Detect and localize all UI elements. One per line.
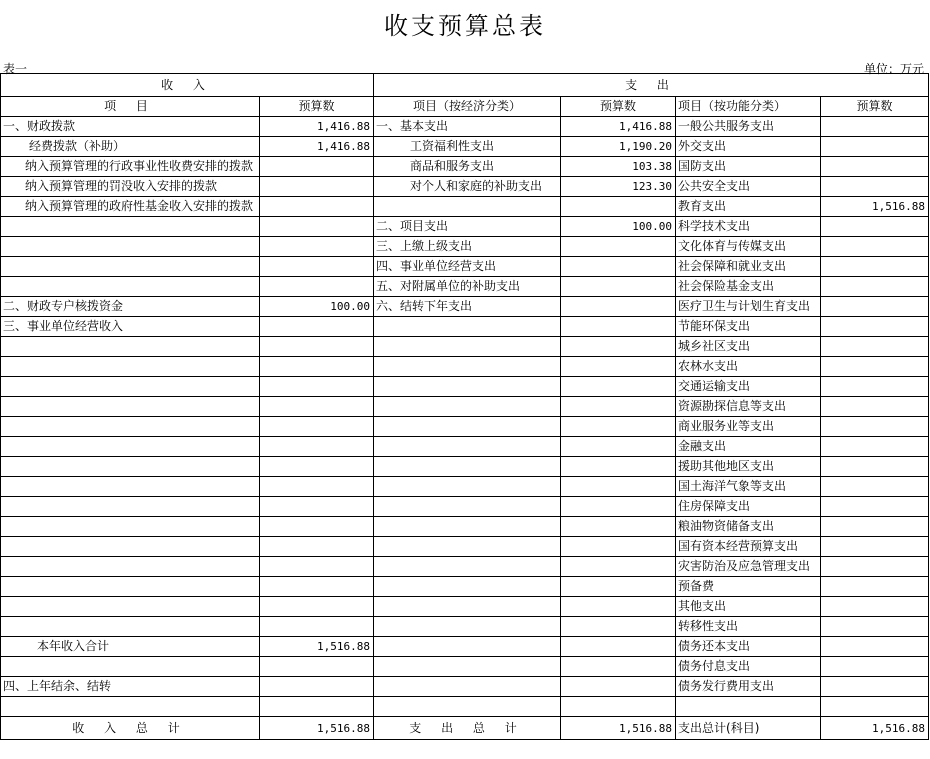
col-header-budget3: 预算数 (821, 97, 929, 117)
budget-table (0, 73, 929, 740)
income-item: 二、财政专户核拨资金 (1, 297, 260, 317)
income-total-label: 收 入 总 计 (1, 717, 260, 740)
table-row (1, 257, 929, 277)
income-header: 收 入 (1, 74, 374, 97)
income-value (260, 677, 374, 697)
table-row (1, 517, 929, 537)
func-value (821, 117, 929, 137)
econ-item (374, 377, 561, 397)
income-value (260, 237, 374, 257)
income-item: 一、财政拨款 (1, 117, 260, 137)
table-row (1, 337, 929, 357)
econ-value (561, 357, 676, 377)
econ-value (561, 477, 676, 497)
table-row (1, 357, 929, 377)
income-value (260, 577, 374, 597)
table-row (1, 697, 929, 717)
func-item: 节能环保支出 (676, 317, 821, 337)
func-value (821, 297, 929, 317)
income-item: 四、上年结余、结转 (1, 677, 260, 697)
econ-value (561, 597, 676, 617)
func-item: 一般公共服务支出 (676, 117, 821, 137)
income-item (1, 697, 260, 717)
econ-value (561, 537, 676, 557)
econ-item (374, 677, 561, 697)
income-item (1, 477, 260, 497)
econ-item: 商品和服务支出 (374, 157, 561, 177)
unit-label: 单位：万元 (863, 62, 924, 76)
econ-value (561, 637, 676, 657)
table-row (1, 557, 929, 577)
func-item: 农林水支出 (676, 357, 821, 377)
table-row (1, 677, 929, 697)
func-item (676, 697, 821, 717)
func-item: 债务发行费用支出 (676, 677, 821, 697)
func-value (821, 637, 929, 657)
income-total-value: 1,516.88 (260, 717, 374, 740)
income-item: 经费拨款（补助） (1, 137, 260, 157)
econ-item (374, 697, 561, 717)
income-item (1, 217, 260, 237)
col-header-budget2: 预算数 (561, 97, 676, 117)
func-item: 商业服务业等支出 (676, 417, 821, 437)
func-value (821, 217, 929, 237)
income-value (260, 157, 374, 177)
econ-item (374, 537, 561, 557)
econ-value (561, 517, 676, 537)
income-item (1, 557, 260, 577)
func-value (821, 277, 929, 297)
table-row (1, 597, 929, 617)
income-item (1, 517, 260, 537)
func-total-value: 1,516.88 (821, 717, 929, 740)
table-row (1, 377, 929, 397)
expense-total-label: 支 出 总 计 (374, 717, 561, 740)
func-value (821, 677, 929, 697)
income-value (260, 197, 374, 217)
income-value (260, 617, 374, 637)
func-value (821, 237, 929, 257)
econ-item (374, 317, 561, 337)
econ-value (561, 257, 676, 277)
table-row (1, 437, 929, 457)
econ-item (374, 197, 561, 217)
col-header-func: 项目（按功能分类） (676, 97, 821, 117)
table-row (1, 397, 929, 417)
func-item: 城乡社区支出 (676, 337, 821, 357)
income-item (1, 457, 260, 477)
econ-item (374, 477, 561, 497)
income-value (260, 357, 374, 377)
income-value (260, 557, 374, 577)
func-item: 预备费 (676, 577, 821, 597)
econ-item: 工资福利性支出 (374, 137, 561, 157)
income-value: 1,416.88 (260, 117, 374, 137)
econ-value (561, 577, 676, 597)
table-row (1, 617, 929, 637)
income-item (1, 337, 260, 357)
table-row (1, 497, 929, 517)
econ-value (561, 457, 676, 477)
income-value (260, 217, 374, 237)
func-value (821, 697, 929, 717)
func-item: 文化体育与传媒支出 (676, 237, 821, 257)
econ-value: 1,190.20 (561, 137, 676, 157)
income-item (1, 277, 260, 297)
income-value (260, 337, 374, 357)
econ-item (374, 637, 561, 657)
income-item (1, 377, 260, 397)
econ-value (561, 397, 676, 417)
func-item: 灾害防治及应急管理支出 (676, 557, 821, 577)
econ-item: 对个人和家庭的补助支出 (374, 177, 561, 197)
income-item (1, 237, 260, 257)
income-item (1, 497, 260, 517)
income-item (1, 617, 260, 637)
func-value: 1,516.88 (821, 197, 929, 217)
income-value (260, 517, 374, 537)
func-value (821, 477, 929, 497)
econ-value (561, 317, 676, 337)
table-row (1, 537, 929, 557)
econ-value (561, 497, 676, 517)
table-row (1, 417, 929, 437)
income-item (1, 577, 260, 597)
func-value (821, 577, 929, 597)
func-item: 国有资本经营预算支出 (676, 537, 821, 557)
page-title: 收支预算总表 (384, 12, 546, 40)
table-row (1, 577, 929, 597)
econ-value (561, 557, 676, 577)
income-value: 1,516.88 (260, 637, 374, 657)
econ-value (561, 197, 676, 217)
income-value (260, 257, 374, 277)
func-value (821, 557, 929, 577)
econ-item: 一、基本支出 (374, 117, 561, 137)
func-value (821, 537, 929, 557)
func-value (821, 377, 929, 397)
table-row (1, 637, 929, 657)
econ-value (561, 617, 676, 637)
income-value (260, 177, 374, 197)
expense-header: 支 出 (374, 74, 929, 97)
func-item: 金融支出 (676, 437, 821, 457)
table-row (1, 317, 929, 337)
econ-value (561, 297, 676, 317)
table-row (1, 657, 929, 677)
table-row (1, 157, 929, 177)
totals-row (1, 717, 929, 740)
func-item: 住房保障支出 (676, 497, 821, 517)
income-item (1, 357, 260, 377)
table-row (1, 217, 929, 237)
func-item: 国土海洋气象等支出 (676, 477, 821, 497)
econ-item: 四、事业单位经营支出 (374, 257, 561, 277)
income-value (260, 537, 374, 557)
econ-item (374, 577, 561, 597)
econ-value: 103.38 (561, 157, 676, 177)
func-value (821, 337, 929, 357)
func-item: 债务还本支出 (676, 637, 821, 657)
income-value (260, 477, 374, 497)
table-row (1, 277, 929, 297)
func-value (821, 177, 929, 197)
econ-value (561, 657, 676, 677)
income-value (260, 697, 374, 717)
econ-value: 1,416.88 (561, 117, 676, 137)
table-row (1, 117, 929, 137)
econ-value (561, 337, 676, 357)
econ-item (374, 657, 561, 677)
econ-value (561, 437, 676, 457)
func-value (821, 357, 929, 377)
func-item: 资源勘探信息等支出 (676, 397, 821, 417)
econ-item (374, 557, 561, 577)
table-row (1, 197, 929, 217)
table-row (1, 137, 929, 157)
income-item (1, 397, 260, 417)
func-value (821, 497, 929, 517)
econ-item: 五、对附属单位的补助支出 (374, 277, 561, 297)
econ-item (374, 397, 561, 417)
econ-value (561, 377, 676, 397)
income-item (1, 597, 260, 617)
econ-value (561, 677, 676, 697)
income-item: 纳入预算管理的罚没收入安排的拨款 (1, 177, 260, 197)
func-value (821, 157, 929, 177)
income-item (1, 437, 260, 457)
income-item: 本年收入合计 (1, 637, 260, 657)
econ-item (374, 337, 561, 357)
income-value (260, 597, 374, 617)
econ-value (561, 277, 676, 297)
func-value (821, 597, 929, 617)
table-row (1, 477, 929, 497)
econ-item (374, 457, 561, 477)
econ-value (561, 237, 676, 257)
expense-total-value: 1,516.88 (561, 717, 676, 740)
econ-item (374, 597, 561, 617)
econ-value (561, 417, 676, 437)
func-value (821, 517, 929, 537)
func-item: 社会保险基金支出 (676, 277, 821, 297)
func-value (821, 257, 929, 277)
income-value (260, 437, 374, 457)
func-item: 粮油物资储备支出 (676, 517, 821, 537)
econ-item: 二、项目支出 (374, 217, 561, 237)
func-item: 医疗卫生与计划生育支出 (676, 297, 821, 317)
income-item (1, 257, 260, 277)
income-value (260, 277, 374, 297)
table-row (1, 457, 929, 477)
func-value (821, 657, 929, 677)
func-value (821, 417, 929, 437)
table-row (1, 297, 929, 317)
table-row (1, 237, 929, 257)
econ-value (561, 697, 676, 717)
func-value (821, 457, 929, 477)
func-value (821, 397, 929, 417)
econ-item: 六、结转下年支出 (374, 297, 561, 317)
income-value (260, 317, 374, 337)
func-item: 援助其他地区支出 (676, 457, 821, 477)
func-item: 国防支出 (676, 157, 821, 177)
income-value: 100.00 (260, 297, 374, 317)
income-item: 三、事业单位经营收入 (1, 317, 260, 337)
econ-value: 123.30 (561, 177, 676, 197)
func-item: 科学技术支出 (676, 217, 821, 237)
col-header-budget: 预算数 (260, 97, 374, 117)
income-value (260, 457, 374, 477)
table-label: 表一 (3, 62, 28, 76)
income-item (1, 417, 260, 437)
income-item: 纳入预算管理的行政事业性收费安排的拨款 (1, 157, 260, 177)
income-value (260, 417, 374, 437)
income-item: 纳入预算管理的政府性基金收入安排的拨款 (1, 197, 260, 217)
econ-item (374, 437, 561, 457)
func-value (821, 437, 929, 457)
econ-item (374, 357, 561, 377)
income-value: 1,416.88 (260, 137, 374, 157)
func-item: 债务付息支出 (676, 657, 821, 677)
econ-item (374, 617, 561, 637)
income-item (1, 657, 260, 677)
col-header-econ: 项目（按经济分类） (374, 97, 561, 117)
func-item: 其他支出 (676, 597, 821, 617)
func-item: 社会保障和就业支出 (676, 257, 821, 277)
econ-item (374, 517, 561, 537)
econ-item: 三、上缴上级支出 (374, 237, 561, 257)
income-item (1, 537, 260, 557)
func-value (821, 617, 929, 637)
income-value (260, 397, 374, 417)
func-value (821, 317, 929, 337)
func-item: 转移性支出 (676, 617, 821, 637)
income-value (260, 657, 374, 677)
func-item: 外交支出 (676, 137, 821, 157)
econ-item (374, 497, 561, 517)
econ-item (374, 417, 561, 437)
func-item: 教育支出 (676, 197, 821, 217)
income-value (260, 497, 374, 517)
func-item: 交通运输支出 (676, 377, 821, 397)
func-item: 公共安全支出 (676, 177, 821, 197)
func-total-label: 支出总计(科目) (676, 717, 821, 740)
func-value (821, 137, 929, 157)
econ-value: 100.00 (561, 217, 676, 237)
income-value (260, 377, 374, 397)
col-header-item: 项 目 (1, 97, 260, 117)
table-row (1, 177, 929, 197)
